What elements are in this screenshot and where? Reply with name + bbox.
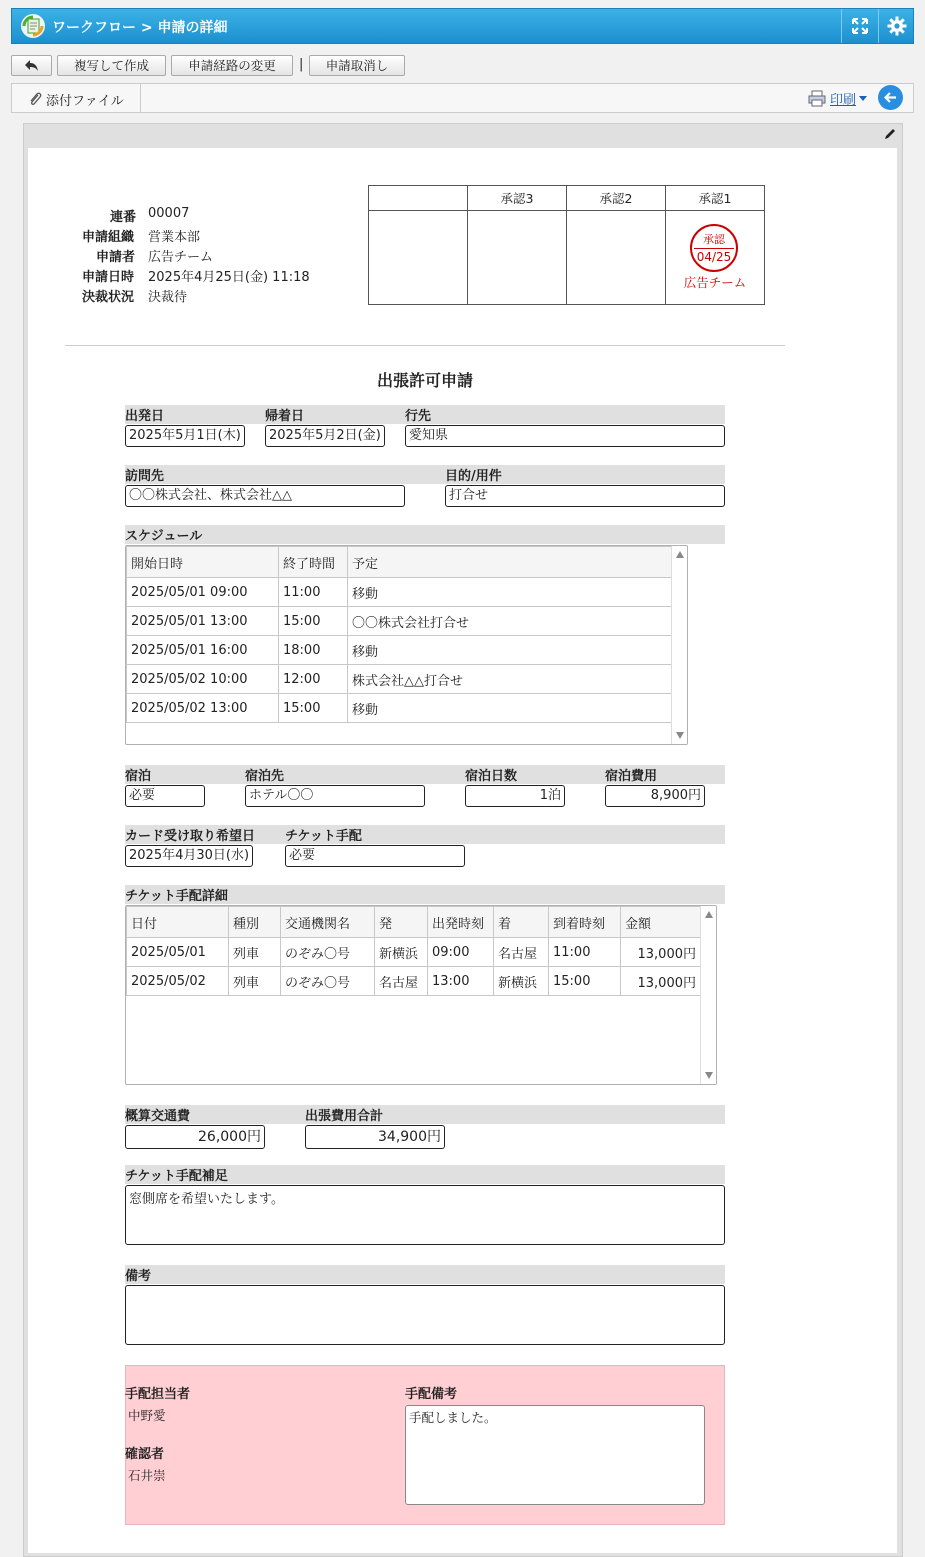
print-link[interactable]: 印刷 (830, 93, 857, 108)
table-cell: 18:00 (279, 636, 348, 665)
section-card (125, 825, 725, 844)
divider (65, 345, 785, 346)
schedule-col-plan: 予定 (348, 547, 673, 578)
section-costs (125, 1105, 725, 1124)
lodging-cost-field[interactable]: 8,900円 (605, 785, 705, 807)
table-cell: 2025/05/01 13:00 (127, 607, 279, 636)
paperclip-icon (28, 91, 42, 107)
app-header (11, 8, 914, 44)
applied-at-value: 2025年4月25日(金) 11:18 (148, 270, 310, 285)
arrange-note-field[interactable]: 手配しました。 (405, 1405, 705, 1505)
attachment-bar (11, 83, 914, 113)
table-cell: 移動 (348, 636, 673, 665)
form-title: 出張許可申請 (376, 371, 473, 390)
table-row (127, 694, 673, 723)
organization-value: 営業本部 (148, 230, 201, 245)
transport-cost-label: 概算交通費 (125, 1109, 191, 1124)
applicant-value: 広告チーム (148, 250, 214, 265)
hotel-label: 宿泊先 (245, 769, 285, 784)
table-row (127, 578, 673, 607)
scroll-down-icon[interactable] (705, 1072, 713, 1079)
schedule-grid (125, 545, 688, 745)
page-title: ワークフロー > 申請の詳細 (52, 20, 228, 36)
stamp-approved-text: 承認 (703, 233, 725, 246)
approval-col-2 (566, 186, 665, 304)
print-menu[interactable] (808, 89, 870, 109)
ticket-table (126, 906, 701, 996)
applicant-label: 申請者 (96, 250, 136, 265)
approval-col-1 (665, 186, 764, 304)
table-cell: 13,000円 (621, 967, 701, 996)
attachment-tab[interactable] (12, 84, 141, 112)
destination-field[interactable]: 愛知県 (405, 425, 725, 447)
undo-arrow-icon (24, 59, 40, 73)
schedule-col-start: 開始日時 (127, 547, 279, 578)
return-label: 帰着日 (265, 409, 305, 424)
section-visit (125, 465, 725, 484)
total-cost-field[interactable]: 34,900円 (305, 1125, 445, 1149)
table-row (127, 636, 673, 665)
table-row (127, 967, 701, 996)
table-cell: 15:00 (279, 694, 348, 723)
table-row (127, 607, 673, 636)
total-cost-label: 出張費用合計 (305, 1109, 384, 1124)
confirmer-value: 石井崇 (128, 1468, 166, 1483)
printer-icon (808, 90, 826, 107)
hotel-field[interactable]: ホテル〇〇 (245, 785, 425, 807)
departure-field[interactable]: 2025年5月1日(木) (125, 425, 245, 447)
stamp-divider (694, 248, 734, 249)
table-cell: 2025/05/01 09:00 (127, 578, 279, 607)
ticket-detail-label: チケット手配詳細 (125, 889, 228, 904)
schedule-col-end: 終了時間 (279, 547, 348, 578)
visit-field[interactable]: 〇〇株式会社、株式会社△△ (125, 485, 405, 507)
visit-label: 訪問先 (125, 469, 165, 484)
table-row (127, 665, 673, 694)
remarks-field[interactable] (125, 1285, 725, 1345)
table-cell: 新横浜 (494, 967, 549, 996)
table-cell: 移動 (348, 578, 673, 607)
toolbar-separator: | (299, 57, 304, 72)
table-cell: 09:00 (428, 938, 494, 967)
serial-label: 連番 (110, 210, 137, 225)
scroll-down-icon[interactable] (676, 732, 684, 739)
table-cell: 15:00 (549, 967, 621, 996)
ticket-col-type: 種別 (229, 907, 281, 938)
status-label: 決裁状況 (82, 290, 135, 305)
return-field[interactable]: 2025年5月2日(金) (265, 425, 385, 447)
section-ticket-detail (125, 885, 725, 904)
approval-col-3 (467, 186, 566, 304)
attachment-label: 添付ファイル (46, 94, 124, 109)
table-cell: 11:00 (279, 578, 348, 607)
table-cell: 2025/05/02 (127, 967, 229, 996)
table-cell: 2025/05/01 16:00 (127, 636, 279, 665)
table-cell: 名古屋 (375, 967, 428, 996)
ticket-col-to: 着 (494, 907, 549, 938)
approval-header-2: 承認2 (567, 186, 665, 211)
organization-label: 申請組織 (82, 230, 135, 245)
edit-pencil-icon[interactable] (883, 127, 897, 141)
scroll-up-icon[interactable] (676, 551, 684, 558)
ticket-grid (125, 905, 717, 1085)
applied-at-label: 申請日時 (82, 270, 135, 285)
card-date-label: カード受け取り希望日 (125, 829, 256, 844)
remarks-label: 備考 (125, 1269, 152, 1284)
arranger-label: 手配担当者 (125, 1387, 191, 1402)
lodging-field[interactable]: 必要 (125, 785, 205, 807)
schedule-label: スケジュール (125, 529, 203, 544)
scroll-up-icon[interactable] (705, 911, 713, 918)
lodging-cost-label: 宿泊費用 (605, 769, 658, 784)
purpose-field[interactable]: 打合せ (445, 485, 725, 507)
ticket-col-from: 発 (375, 907, 428, 938)
ticket-col-amount: 金額 (621, 907, 701, 938)
ticket-col-arrive: 到着時刻 (549, 907, 621, 938)
status-value: 決裁待 (148, 290, 188, 305)
table-cell: 13:00 (428, 967, 494, 996)
arranger-value: 中野愛 (128, 1408, 166, 1423)
approval-header-1: 承認1 (666, 186, 764, 211)
table-cell: のぞみ〇号 (281, 967, 375, 996)
table-cell: 株式会社△△打合せ (348, 665, 673, 694)
back-button[interactable] (11, 55, 52, 76)
serial-value: 00007 (148, 206, 190, 221)
workflow-app-icon (20, 13, 46, 39)
approval-stamp (690, 224, 738, 272)
table-cell: 15:00 (279, 607, 348, 636)
ticket-col-depart: 出発時刻 (428, 907, 494, 938)
stamp-name: 広告チーム (683, 275, 747, 290)
ticket-col-date: 日付 (127, 907, 229, 938)
copy-create-button[interactable]: 複写して作成 (57, 55, 166, 76)
change-route-button[interactable]: 申請経路の変更 (171, 55, 293, 76)
ticket-scrollbar[interactable] (700, 906, 716, 1084)
table-cell: 12:00 (279, 665, 348, 694)
table-cell: 移動 (348, 694, 673, 723)
settings-button[interactable] (878, 9, 914, 43)
table-cell: 2025/05/02 13:00 (127, 694, 279, 723)
approval-table (368, 185, 765, 305)
table-cell: 2025/05/02 10:00 (127, 665, 279, 694)
purpose-label: 目的/用件 (445, 469, 502, 484)
schedule-scrollbar[interactable] (671, 546, 687, 744)
table-cell: のぞみ〇号 (281, 938, 375, 967)
destination-label: 行先 (405, 409, 432, 424)
fullscreen-button[interactable] (841, 9, 877, 43)
expand-icon (851, 17, 869, 35)
section-lodging (125, 765, 725, 784)
table-cell: 11:00 (549, 938, 621, 967)
back-circle-button[interactable] (878, 85, 903, 110)
caret-down-icon (859, 96, 867, 101)
arrow-left-icon (883, 90, 898, 105)
stamp-date: 04/25 (696, 250, 732, 264)
cancel-application-button[interactable]: 申請取消し (309, 55, 405, 76)
table-row (127, 938, 701, 967)
lodging-label: 宿泊 (125, 769, 152, 784)
section-ticket-note (125, 1165, 725, 1184)
ticket-field[interactable]: 必要 (285, 845, 465, 867)
gear-icon (887, 16, 907, 36)
transport-cost-field[interactable]: 26,000円 (125, 1125, 265, 1149)
table-cell: 〇〇株式会社打合せ (348, 607, 673, 636)
section-schedule (125, 525, 725, 544)
ticket-note-label: チケット手配補足 (125, 1169, 228, 1184)
nights-label: 宿泊日数 (465, 769, 518, 784)
table-cell: 列車 (229, 938, 281, 967)
table-cell: 名古屋 (494, 938, 549, 967)
ticket-note-field[interactable]: 窓側席を希望いたします。 (125, 1185, 725, 1245)
nights-field[interactable]: 1泊 (465, 785, 565, 807)
schedule-table (126, 546, 673, 723)
table-cell: 新横浜 (375, 938, 428, 967)
confirmer-label: 確認者 (125, 1447, 165, 1462)
table-cell: 2025/05/01 (127, 938, 229, 967)
section-trip (125, 405, 725, 424)
departure-label: 出発日 (125, 409, 165, 424)
table-cell: 列車 (229, 967, 281, 996)
approval-header-3: 承認3 (468, 186, 566, 211)
ticket-col-carrier: 交通機関名 (281, 907, 375, 938)
table-cell: 13,000円 (621, 938, 701, 967)
section-remarks (125, 1265, 725, 1284)
card-date-field[interactable]: 2025年4月30日(水) (125, 845, 253, 867)
arrange-note-label: 手配備考 (405, 1387, 458, 1402)
ticket-label: チケット手配 (285, 829, 362, 844)
